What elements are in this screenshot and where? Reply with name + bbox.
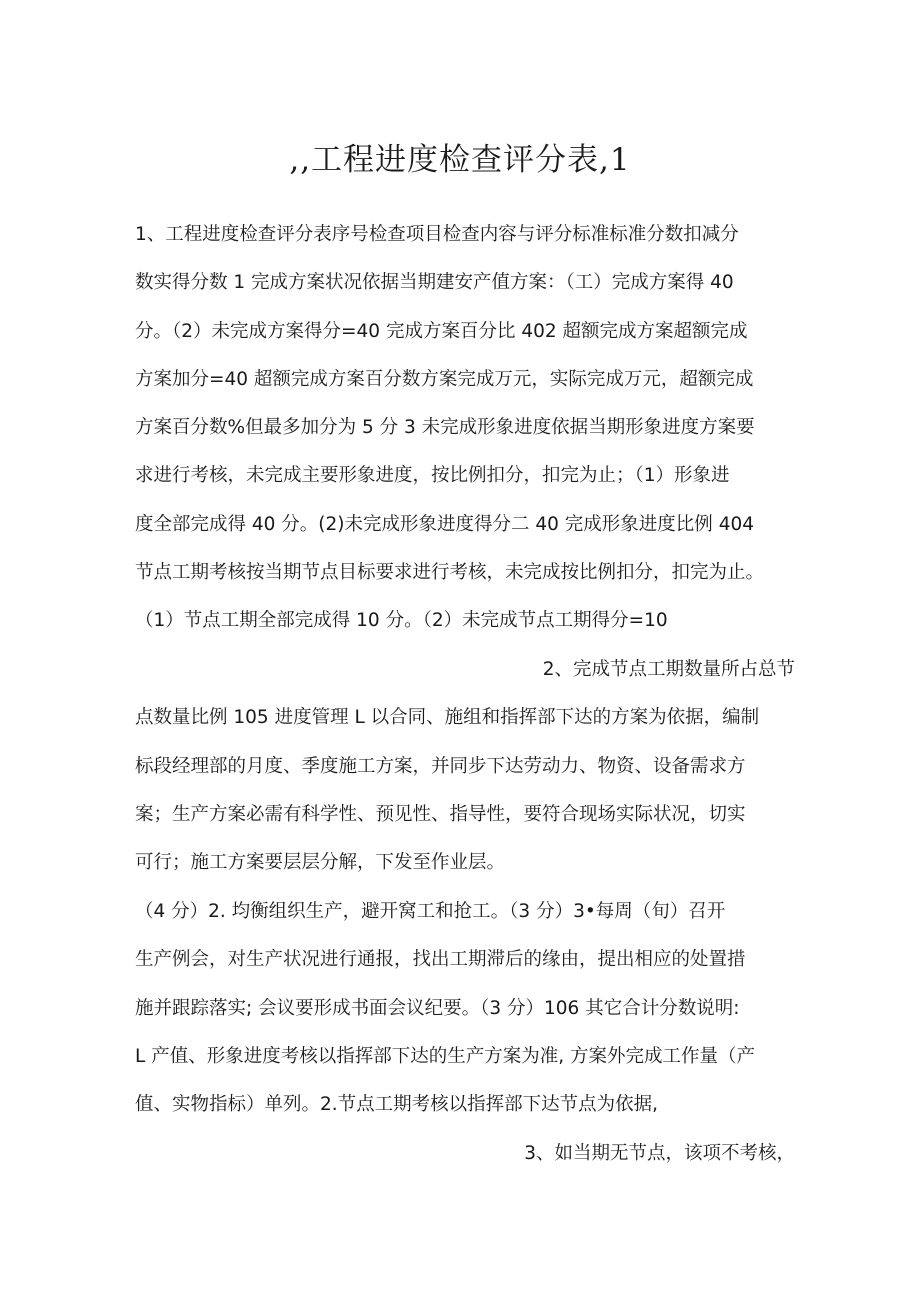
text-line: 1、工程进度检查评分表序号检查项目检查内容与评分标准标准分数扣减分 bbox=[135, 224, 739, 245]
text-line: 值、实物指标）单列。2.节点工期考核以指挥部下达节点为依据, bbox=[135, 1094, 659, 1116]
paragraph-1 bbox=[135, 211, 795, 646]
paragraph-2 bbox=[135, 646, 795, 887]
text-line: 点数量比例 105 进度管理 L 以合同、施组和指挥部下达的方案为依据，编制 bbox=[135, 707, 760, 729]
paragraph-3 bbox=[135, 888, 795, 1129]
text-line: 节点工期考核按当期节点目标要求进行考核，未完成按比例扣分，扣完为止。 bbox=[135, 562, 765, 584]
text-line-right: 3、如当期无节点，该项不考核， bbox=[524, 1143, 795, 1164]
document-title: ,,工程进度检查评分表,1 bbox=[289, 142, 631, 178]
text-line: 案；生产方案必需有科学性、预见性、指导性，要符合现场实际状况，切实 bbox=[135, 803, 746, 825]
text-line: L 产值、形象进度考核以指挥部下达的生产方案为准, 方案外完成工作量（产 bbox=[135, 1045, 755, 1067]
text-line: 施并跟踪落实; 会议要形成书面会议纪要。（3 分）106 其它合计分数说明: bbox=[135, 997, 740, 1019]
paragraph-4 bbox=[135, 1130, 795, 1178]
text-line: 数实得分数 1 完成方案状况依据当期建安产值方案：（工）完成方案得 40 bbox=[135, 272, 734, 294]
text-line: 分。（2）未完成方案得分=40 完成方案百分比 402 超额完成方案超额完成 bbox=[135, 320, 748, 342]
text-line: 方案加分=40 超额完成方案百分数方案完成万元，实际完成万元，超额完成 bbox=[135, 368, 754, 390]
text-line: 可行；施工方案要层层分解，下发至作业层。 bbox=[135, 852, 506, 874]
text-line: 求进行考核，未完成主要形象进度，按比例扣分，扣完为止；（1）形象进 bbox=[135, 465, 730, 487]
text-line: （1）节点工期全部完成得 10 分。（2）未完成节点工期得分=10 bbox=[135, 610, 668, 632]
text-line: （4 分）2. 均衡组织生产，避开窝工和抢工。（3 分）3•每周（旬）召开 bbox=[135, 901, 726, 922]
text-line-right: 2、完成节点工期数量所占总节 bbox=[542, 659, 795, 680]
text-line: 标段经理部的月度、季度施工方案，并同步下达劳动力、物资、设备需求方 bbox=[135, 755, 746, 777]
text-line: 方案百分数%但最多加分为 5 分 3 未完成形象进度依据当期形象进度方案要 bbox=[135, 417, 755, 439]
text-line: 度全部完成得 40 分。(2)未完成形象进度得分二 40 完成形象进度比例 404 bbox=[135, 513, 755, 535]
text-line: 生产例会，对生产状况进行通报，找出工期滞后的缘由，提出相应的处置措 bbox=[135, 949, 746, 971]
